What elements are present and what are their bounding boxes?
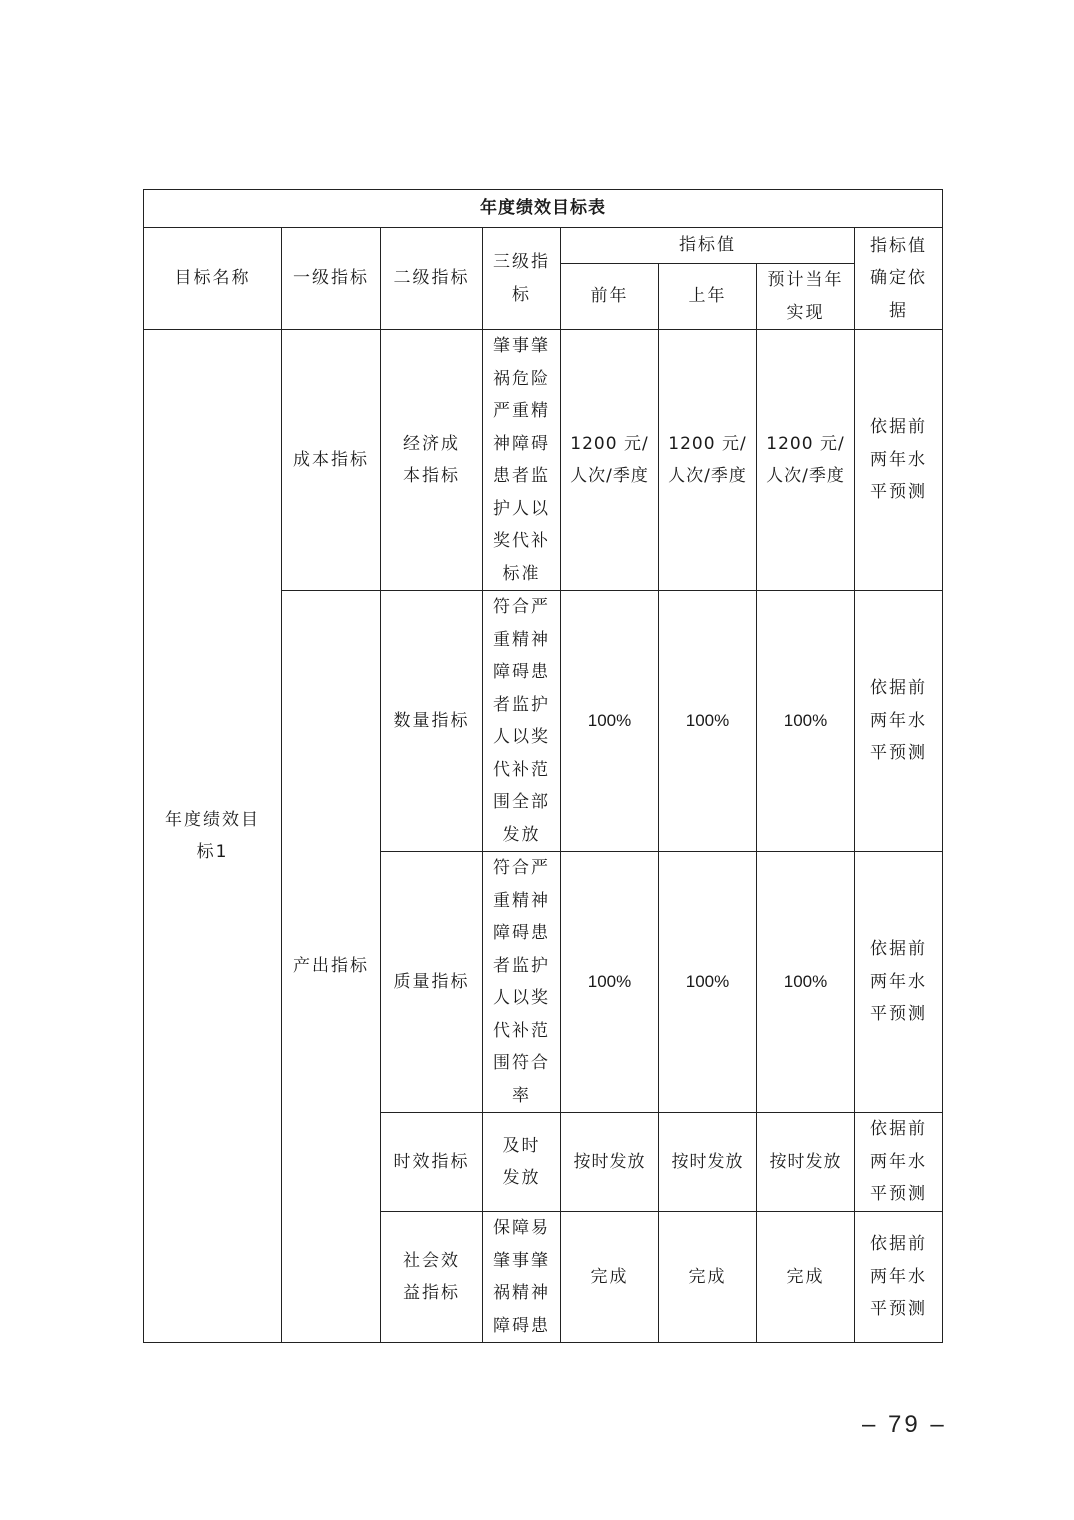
expected-value-cell: 按时发放: [757, 1113, 855, 1212]
table-row: [144, 330, 943, 591]
performance-goal-table: [143, 189, 943, 1343]
last-value-cell: 100%: [659, 852, 757, 1113]
level2-cell: 经济成本指标: [381, 330, 483, 591]
header-expected: 预计当年实现: [757, 264, 855, 330]
expected-value-cell: 1200 元/人次/季度: [757, 330, 855, 591]
expected-value-cell: 完成: [757, 1212, 855, 1343]
level1-cell: 产出指标: [282, 591, 381, 1343]
basis-cell: 依据前两年水平预测: [855, 1113, 943, 1212]
level3-cell: 保障易肇事肇祸精神障碍患: [483, 1212, 561, 1343]
header-level1: 一级指标: [282, 228, 381, 330]
table-title: 年度绩效目标表: [144, 190, 943, 228]
basis-cell: 依据前两年水平预测: [855, 1212, 943, 1343]
prev-value-cell: 按时发放: [561, 1113, 659, 1212]
last-value-cell: 完成: [659, 1212, 757, 1343]
level3-cell: 符合严重精神障碍患者监护人以奖代补范围符合率: [483, 852, 561, 1113]
expected-value-cell: 100%: [757, 591, 855, 852]
goal-cell: 年度绩效目标1: [144, 330, 282, 1343]
level3-cell: 肇事肇祸危险严重精神障碍患者监护人以奖代补标准: [483, 330, 561, 591]
basis-cell: 依据前两年水平预测: [855, 330, 943, 591]
header-prev-year: 前年: [561, 264, 659, 330]
level2-cell: 数量指标: [381, 591, 483, 852]
header-level3: 三级指标: [483, 228, 561, 330]
level2-cell: 时效指标: [381, 1113, 483, 1212]
page-number: – 79 –: [862, 1411, 947, 1438]
level2-cell: 社会效益指标: [381, 1212, 483, 1343]
prev-value-cell: 完成: [561, 1212, 659, 1343]
basis-cell: 依据前两年水平预测: [855, 852, 943, 1113]
last-value-cell: 100%: [659, 591, 757, 852]
level2-cell: 质量指标: [381, 852, 483, 1113]
header-indicator-value: 指标值: [561, 228, 855, 264]
expected-value-cell: 100%: [757, 852, 855, 1113]
prev-value-cell: 1200 元/人次/季度: [561, 330, 659, 591]
basis-cell: 依据前两年水平预测: [855, 591, 943, 852]
header-goal-name: 目标名称: [144, 228, 282, 330]
level3-cell: 符合严重精神障碍患者监护人以奖代补范围全部发放: [483, 591, 561, 852]
level3-cell: 及时发放: [483, 1113, 561, 1212]
last-value-cell: 按时发放: [659, 1113, 757, 1212]
level1-cell: 成本指标: [282, 330, 381, 591]
prev-value-cell: 100%: [561, 852, 659, 1113]
header-last-year: 上年: [659, 264, 757, 330]
last-value-cell: 1200 元/人次/季度: [659, 330, 757, 591]
header-basis: 指标值确定依据: [855, 228, 943, 330]
prev-value-cell: 100%: [561, 591, 659, 852]
header-level2: 二级指标: [381, 228, 483, 330]
